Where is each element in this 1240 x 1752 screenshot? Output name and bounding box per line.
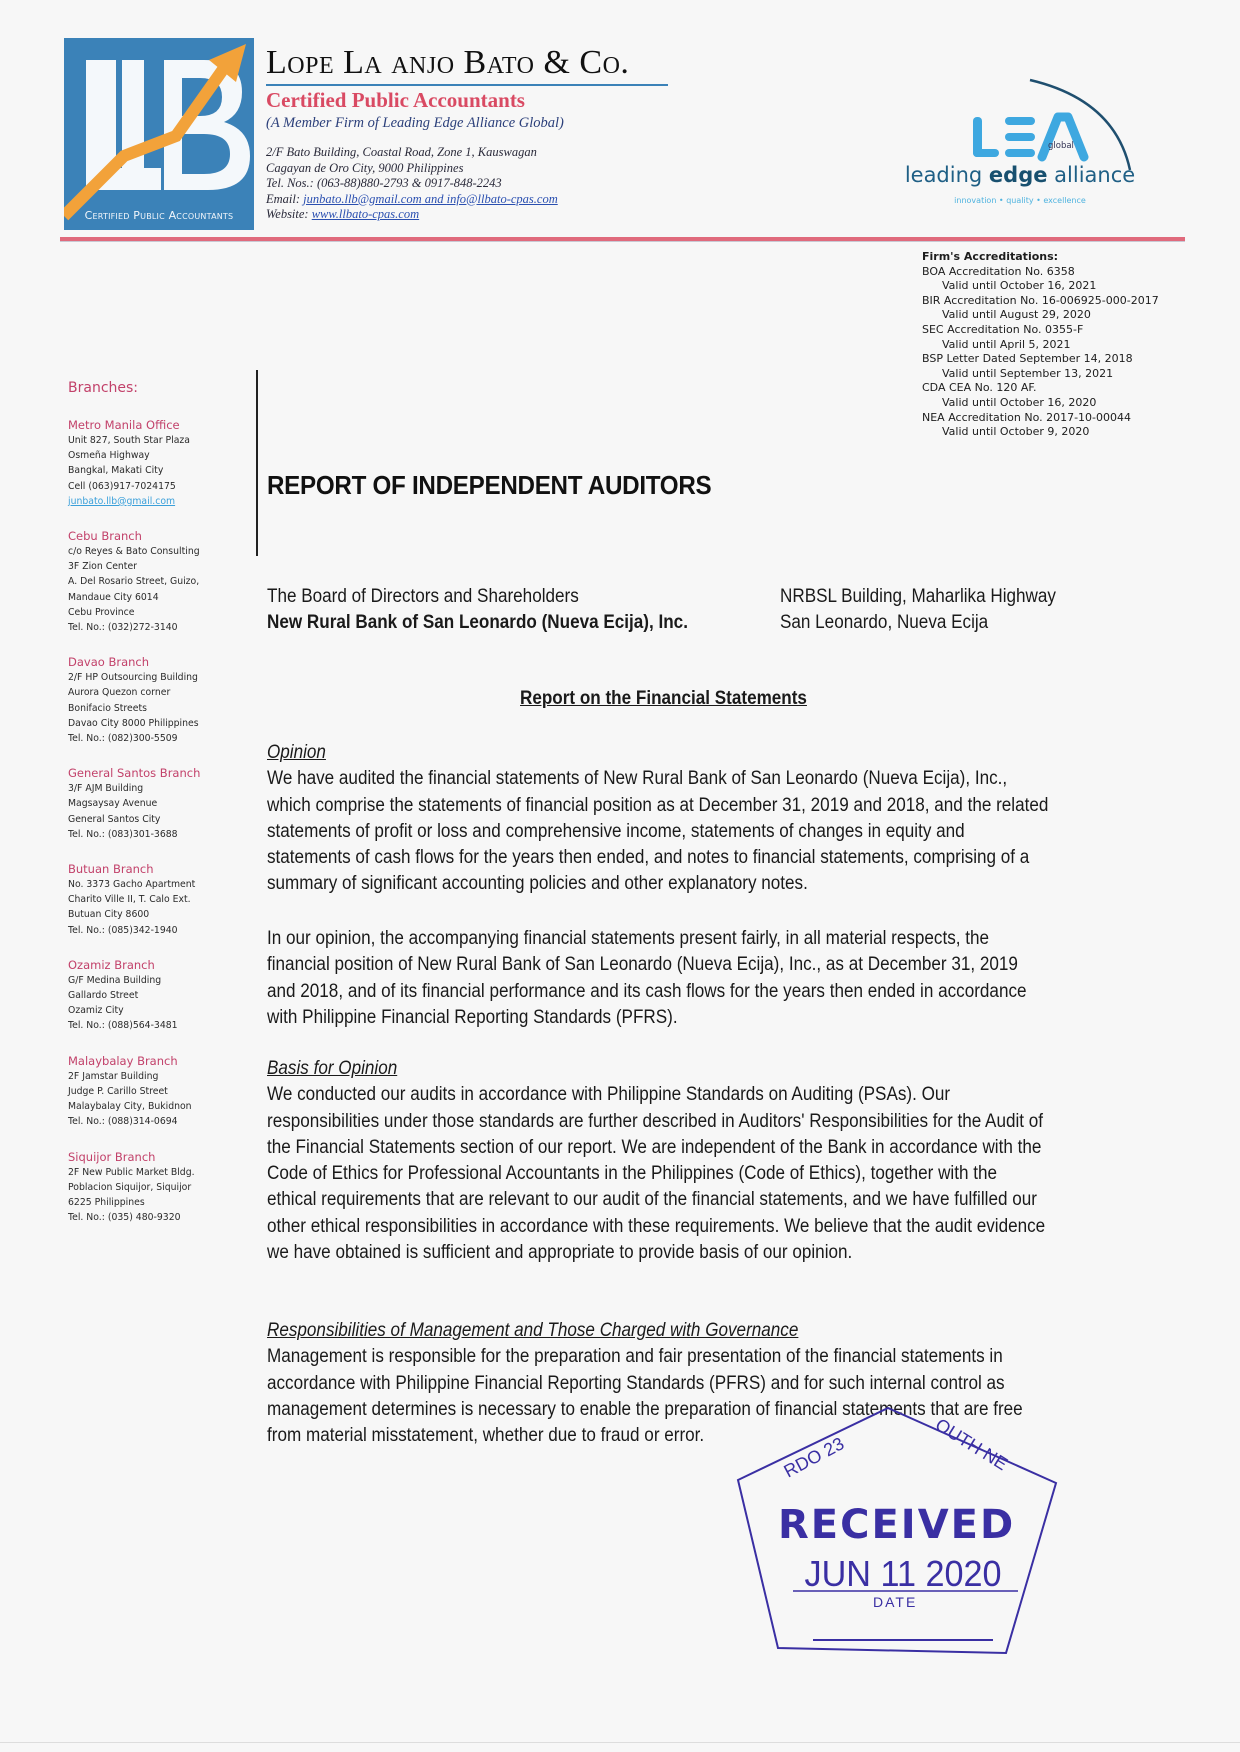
branch-address-line: Davao City 8000 Philippines	[68, 717, 199, 729]
branch-address-line: 2/F HP Outsourcing Building	[68, 672, 198, 684]
stamp-graphic	[738, 1408, 1068, 1658]
branch-name: Ozamiz Branch	[68, 957, 155, 972]
opinion-section	[267, 740, 1050, 898]
basis-paragraph: We conducted our audits in accordance with Philippine Standards on Auditing (PSAs). Our responsibilities under those standards are further described in Auditors' Responsibilities for the Audit of the Financial Statements section of our report. We are independent of the Bank in accordance with the Code of Ethics for Professional Accountants in the Philippines (Code of Ethics), together with the ethical requirements that are relevant to our audit of the financial statements, and we have fulfilled our other ethical responsibilities in accordance with these requirements. We believe that the audit evidence we have obtained is sufficient and appropriate to provide basis of our opinion.	[267, 1084, 1046, 1264]
accreditation-label: BOA Accreditation No. 6358	[922, 264, 1075, 278]
lea-name	[890, 163, 1150, 187]
branch-address-line: Tel. No.: (088)314-0694	[68, 1116, 178, 1128]
website-line	[266, 207, 558, 223]
branches-title: Branches:	[68, 380, 139, 396]
addressee-address	[780, 584, 1056, 636]
address-line1: 2/F Bato Building, Coastal Road, Zone 1, Kauswagan	[266, 145, 537, 159]
lea-global: global	[1048, 141, 1074, 151]
branch-address-line: Butuan City 8600	[68, 909, 150, 921]
branch-item	[68, 862, 238, 938]
branch-name: Cebu Branch	[68, 529, 142, 544]
page-bottom-edge	[0, 1742, 1240, 1743]
accreditations	[922, 250, 1159, 440]
addressee	[267, 584, 688, 636]
accreditation-label: NEA Accreditation No. 2017-10-00044	[922, 410, 1132, 424]
branch-address-line: Cebu Province	[68, 606, 135, 618]
branch-address-line: Cell (063)917-7024175	[68, 480, 176, 492]
branch-address-line: 6225 Philippines	[68, 1196, 145, 1208]
accreditation-validity: Valid until September 13, 2021	[942, 366, 1114, 380]
branch-address-line: No. 3373 Gacho Apartment	[68, 879, 196, 891]
opinion-paragraph-1: We have audited the financial statements of New Rural Bank of San Leonardo (Nueva Ecija), Inc., which comprise the statements of financial position as at December 31, 2019 and 2018, and the related statements of profit or loss and comprehensive income, statements of changes in equity and statements of cash flows for the years then ended, and notes to financial statements, comprising of a summary of significant accounting policies and other explanatory notes.	[267, 768, 1049, 895]
accreditation-validity: Valid until October 16, 2020	[942, 395, 1097, 409]
address-line2: Cagayan de Oro City, 9000 Philippines	[266, 160, 464, 175]
branch-address-line: Magsaysay Avenue	[68, 798, 158, 810]
branch-address-line: Bangkal, Makati City	[68, 465, 164, 477]
accreditation-validity: Valid until August 29, 2020	[942, 308, 1091, 322]
branch-address-line: Tel. No.: (085)342-1940	[68, 924, 178, 936]
branch-address-line: Tel. No.: (082)300-5509	[68, 733, 178, 745]
branch-email-link[interactable]: junbato.llb@gmail.com	[68, 495, 176, 507]
accreditations-list	[922, 265, 1159, 440]
branch-address-line: A. Del Rosario Street, Guizo,	[68, 576, 200, 588]
address-right-line2: San Leonardo, Nueva Ecija	[780, 612, 989, 633]
lea-tagline: innovation • quality • excellence	[954, 196, 1086, 205]
stamp-arc-right: OUTH NE	[931, 1414, 1012, 1475]
email-line	[266, 192, 558, 208]
llb-logo	[64, 38, 254, 230]
received-stamp	[738, 1408, 1068, 1658]
lea-logo	[880, 60, 1180, 210]
branch-address-line: 2F Jamstar Building	[68, 1070, 159, 1082]
accreditation-label: SEC Accreditation No. 0355-F	[922, 322, 1084, 336]
email-and: and	[421, 191, 447, 206]
branch-address-line: Tel. No.: (088)564-3481	[68, 1020, 178, 1032]
addressee-line2: New Rural Bank of San Leonardo (Nueva Ecija), Inc.	[267, 612, 688, 633]
branch-address-line: General Santos City	[68, 813, 161, 825]
tel-line: Tel. Nos.: (063-88)880-2793 & 0917-848-2243	[266, 176, 502, 190]
firm-subtitle: Certified Public Accountants	[266, 88, 525, 112]
branch-item	[68, 958, 238, 1034]
accreditation-label: CDA CEA No. 120 AF.	[922, 381, 1037, 395]
accreditation-validity: Valid until October 9, 2020	[942, 425, 1090, 439]
opinion-paragraph-2-block	[267, 926, 1050, 1031]
branch-list	[68, 418, 238, 1225]
stamp-received: RECEIVED	[778, 1502, 1016, 1548]
branch-address-line: Tel. No.: (032)272-3140	[68, 622, 178, 634]
branch-address-line: Malaybalay City, Bukidnon	[68, 1101, 192, 1113]
branch-address-line: Osmeña Highway	[68, 450, 150, 462]
section-title: Report on the Financial Statements	[520, 688, 807, 709]
basis-heading: Basis for Opinion	[267, 1058, 398, 1079]
branch-name: Siquijor Branch	[68, 1149, 156, 1164]
member-line: (A Member Firm of Leading Edge Alliance Global)	[266, 115, 564, 131]
firm-name-rule	[266, 84, 668, 86]
opinion-paragraph-2: In our opinion, the accompanying financial statements present fairly, in all material respects, the financial position of New Rural Bank of San Leonardo (Nueva Ecija), Inc., as at December 31, 2019 and 2018, and of its financial performance and its cash flows for the years then ended in accordance with Philippine Financial Reporting Standards (PFRS).	[267, 928, 1027, 1028]
branch-address-line: Tel. No.: (035) 480-9320	[68, 1212, 181, 1224]
branch-address-line: Judge P. Carillo Street	[68, 1085, 168, 1097]
website-link[interactable]: www.llbato-cpas.com	[311, 207, 420, 221]
address-right-line1: NRBSL Building, Maharlika Highway	[780, 586, 1056, 607]
branch-name: Butuan Branch	[68, 862, 154, 877]
management-paragraph: Management is responsible for the preparation and fair presentation of the financial statements in accordance with Philippine Financial Reporting Standards (PFRS) and for such internal control as management determines is necessary to enable the preparation of financial statements that are free from material misstatement, whether due to fraud or error.	[267, 1346, 1023, 1447]
branch-address-line: Bonifacio Streets	[68, 702, 147, 714]
report-title: REPORT OF INDEPENDENT AUDITORS	[267, 470, 712, 500]
logo-tagline: Certified Public Accountants	[84, 209, 234, 222]
branch-name: Metro Manila Office	[68, 418, 180, 432]
accreditation-validity: Valid until April 5, 2021	[942, 337, 1071, 351]
branch-item	[68, 766, 238, 842]
email-label: Email:	[266, 191, 304, 206]
accreditation-label: BIR Accreditation No. 16-006925-000-2017	[922, 293, 1159, 307]
branch-name: Malaybalay Branch	[68, 1053, 178, 1068]
opinion-heading: Opinion	[267, 742, 326, 763]
branch-address-line: Aurora Quezon corner	[68, 687, 171, 699]
lea-name-bold: edge	[988, 163, 1048, 187]
lea-logo-graphic	[880, 60, 1180, 210]
branch-address-line: Charito Ville II, T. Calo Ext.	[68, 894, 191, 906]
branch-name: General Santos Branch	[68, 766, 201, 781]
header-divider	[60, 237, 1185, 242]
stamp-arc-left: RDO 23	[780, 1433, 848, 1482]
branch-address-line: Poblacion Siquijor, Siquijor	[68, 1181, 192, 1193]
branch-item	[68, 1150, 238, 1226]
accreditations-title: Firm's Accreditations:	[922, 250, 1059, 263]
accreditation-validity: Valid until October 16, 2021	[942, 279, 1097, 293]
accreditation-label: BSP Letter Dated September 14, 2018	[922, 352, 1133, 366]
branch-address-line: 2F New Public Market Bldg.	[68, 1166, 195, 1178]
lea-name-post: alliance	[1047, 163, 1136, 187]
branch-item	[68, 655, 238, 746]
branch-address-line: 3/F AJM Building	[68, 783, 144, 795]
lea-name-pre: leading	[904, 163, 989, 187]
branch-name: Davao Branch	[68, 655, 150, 670]
branch-item	[68, 1054, 238, 1130]
branch-address-line: Mandaue City 6014	[68, 591, 159, 603]
firm-address	[266, 145, 558, 223]
branch-address-line: G/F Medina Building	[68, 974, 162, 986]
stamp-date-label: DATE	[873, 1594, 918, 1610]
firm-name: Lope La anjo Bato & Co.	[266, 44, 630, 81]
branch-item	[68, 529, 238, 635]
basis-section	[267, 1056, 1050, 1266]
branch-address-line: 3F Zion Center	[68, 561, 137, 573]
addressee-line1: The Board of Directors and Shareholders	[267, 586, 579, 607]
stamp-date: JUN 11 2020	[804, 1554, 1002, 1595]
branch-address-line: c/o Reyes & Bato Consulting	[68, 546, 200, 558]
llb-logo-graphic	[64, 38, 254, 230]
email-link-1[interactable]: junbato.llb@gmail.com	[303, 191, 422, 206]
branches-sidebar	[68, 380, 238, 1245]
branch-address-line: Tel. No.: (083)301-3688	[68, 828, 178, 840]
email-link-2[interactable]: info@llbato-cpas.com	[446, 191, 558, 206]
branch-address-line: Gallardo Street	[68, 990, 139, 1002]
vertical-divider	[256, 370, 258, 556]
branch-address-line: Unit 827, South Star Plaza	[68, 435, 190, 446]
branch-item	[68, 418, 238, 509]
website-label: Website:	[266, 207, 312, 221]
branch-address-line: Ozamiz City	[68, 1005, 124, 1017]
management-heading: Responsibilities of Management and Those Charged with Governance	[267, 1320, 799, 1341]
